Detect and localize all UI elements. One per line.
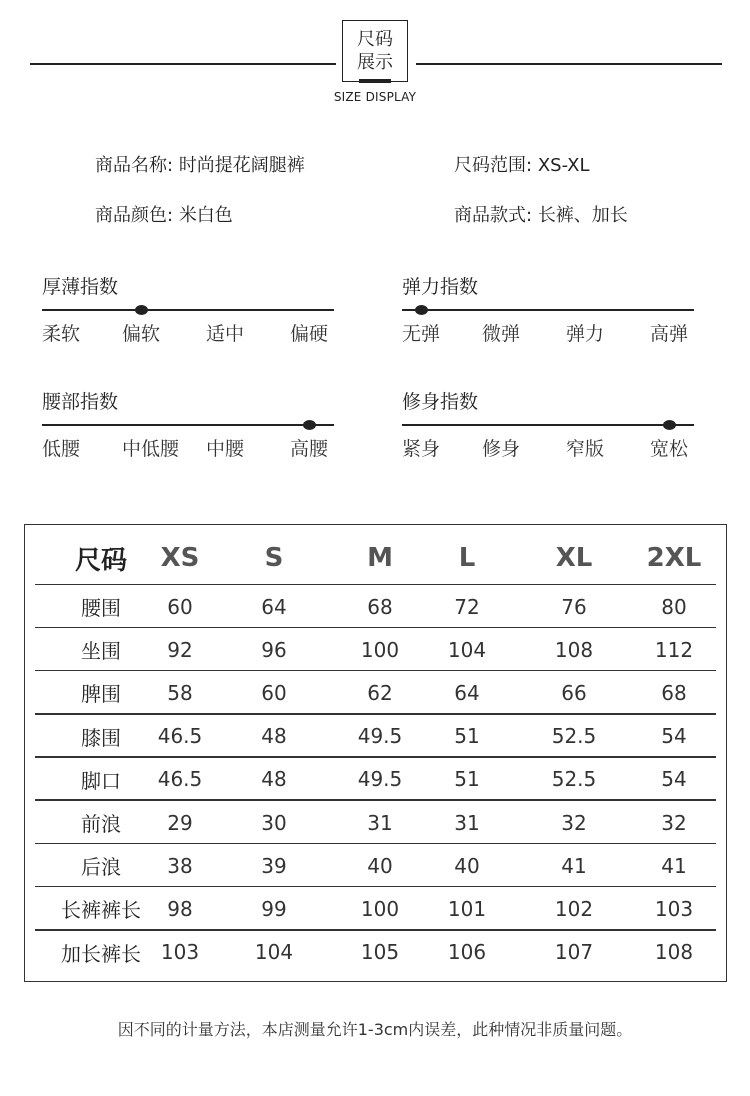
measurement-value: 38 (167, 853, 193, 878)
measurement-value: 29 (167, 810, 193, 835)
fit-index-option: 修身 (482, 438, 521, 460)
measurement-value: 96 (261, 637, 287, 662)
measurement-value: 100 (360, 896, 400, 921)
fit-index-title: 修身指数 (402, 391, 479, 413)
header-title-line2: 展示 (357, 52, 393, 73)
table-row (35, 758, 716, 801)
measurement-value: 54 (661, 767, 687, 792)
header-title-box (342, 20, 408, 82)
measurement-value: 103 (654, 896, 694, 921)
waist-index-title: 腰部指数 (42, 391, 119, 413)
elasticity-index-option: 微弹 (482, 323, 521, 345)
measurement-value: 52.5 (551, 767, 597, 792)
measurement-value: 41 (561, 853, 587, 878)
measurement-value: 102 (554, 896, 594, 921)
measurement-value: 58 (167, 680, 193, 705)
measurement-value: 60 (167, 594, 193, 619)
thickness-index-option: 偏软 (122, 323, 161, 345)
measurement-value: 48 (261, 767, 287, 792)
measurement-value: 64 (261, 594, 287, 619)
measurement-value: 48 (261, 724, 287, 749)
measurement-value: 99 (261, 896, 287, 921)
elasticity-index-marker (415, 305, 428, 315)
measurement-value: 51 (454, 724, 480, 749)
elasticity-index-scale (402, 309, 694, 311)
thickness-index-option: 偏硬 (290, 323, 329, 345)
thickness-index-option: 柔软 (42, 323, 81, 345)
fit-index-option: 窄版 (566, 438, 605, 460)
size-column-header: S (264, 543, 284, 573)
measurement-value: 46.5 (157, 724, 203, 749)
fit-index-scale (402, 424, 694, 426)
measurement-value: 62 (367, 680, 393, 705)
product-color-value: 米白色 (178, 205, 233, 226)
measurement-label: 膝围 (81, 725, 121, 750)
header-underline (359, 79, 391, 83)
measurement-value: 49.5 (357, 724, 403, 749)
measurement-value: 92 (167, 637, 193, 662)
size-column-header: L (458, 543, 476, 573)
measurement-value: 68 (367, 594, 393, 619)
waist-index-scale (42, 424, 334, 426)
product-name-value: 时尚提花阔腿裤 (178, 155, 305, 176)
measurement-value: 105 (360, 940, 400, 965)
table-row (35, 931, 716, 974)
measurement-value: 54 (661, 724, 687, 749)
size-range-value: XS-XL (537, 155, 590, 176)
elasticity-index-option: 无弹 (402, 323, 441, 345)
measurement-value: 41 (661, 853, 687, 878)
measurement-value: 46.5 (157, 767, 203, 792)
measurement-value: 31 (367, 810, 393, 835)
measurement-label: 前浪 (81, 812, 121, 837)
size-column-header: 2XL (646, 543, 702, 573)
measurement-value: 66 (561, 680, 587, 705)
measurement-value: 76 (561, 594, 587, 619)
measurement-note: 因不同的计量方法，本店测量允许1-3cm内误差，此种情况非质量问题。 (117, 1020, 633, 1039)
measurement-value: 60 (261, 680, 287, 705)
measurement-value: 52.5 (551, 724, 597, 749)
measurement-label: 长裤裤长 (61, 898, 141, 923)
table-row (35, 715, 716, 758)
product-name-label: 商品名称: (95, 155, 174, 176)
fit-index-option: 紧身 (402, 438, 441, 460)
table-row (35, 844, 716, 887)
measurement-label: 脚口 (81, 768, 121, 793)
product-style-label: 商品款式: (454, 205, 533, 226)
thickness-index-marker (135, 305, 148, 315)
measurement-value: 39 (261, 853, 287, 878)
measurement-label: 腰围 (81, 596, 121, 621)
measurement-value: 80 (661, 594, 687, 619)
elasticity-index-title: 弹力指数 (402, 276, 479, 298)
measurement-value: 64 (454, 680, 480, 705)
product-color (95, 201, 233, 227)
measurement-value: 103 (160, 940, 200, 965)
measurement-value: 104 (254, 940, 294, 965)
product-style (454, 201, 628, 227)
fit-index-marker (663, 420, 676, 430)
measurement-value: 104 (447, 637, 487, 662)
size-range-label: 尺码范围: (454, 155, 533, 176)
waist-index-marker (303, 420, 316, 430)
product-color-label: 商品颜色: (95, 205, 174, 226)
measurement-value: 49.5 (357, 767, 403, 792)
elasticity-index-option: 弹力 (566, 323, 605, 345)
waist-index-option: 中低腰 (122, 438, 180, 460)
measurement-value: 108 (654, 940, 694, 965)
header-rule-left (30, 63, 336, 65)
measurement-value: 108 (554, 637, 594, 662)
elasticity-index-option: 高弹 (650, 323, 689, 345)
measurement-value: 32 (661, 810, 687, 835)
waist-index-option: 中腰 (206, 438, 245, 460)
size-range (454, 151, 590, 177)
table-row (35, 585, 716, 628)
thickness-index-title: 厚薄指数 (42, 276, 119, 298)
header-title-line1: 尺码 (357, 29, 393, 50)
product-name (95, 151, 305, 177)
measurement-value: 100 (360, 637, 400, 662)
measurement-label: 坐围 (81, 639, 121, 664)
fit-index-option: 宽松 (650, 438, 689, 460)
table-row (35, 887, 716, 930)
measurement-value: 51 (454, 767, 480, 792)
measurement-value: 40 (367, 853, 393, 878)
size-table (24, 524, 727, 982)
measurement-label: 后浪 (81, 855, 121, 880)
size-table-header (35, 531, 716, 585)
header-subtitle: SIZE DISPLAY (333, 90, 417, 104)
table-row (35, 671, 716, 714)
size-header-label: 尺码 (74, 545, 127, 576)
header-rule-right (416, 63, 722, 65)
measurement-value: 40 (454, 853, 480, 878)
size-column-header: XS (160, 543, 200, 573)
size-column-header: M (367, 543, 393, 573)
measurement-value: 72 (454, 594, 480, 619)
table-row (35, 628, 716, 671)
measurement-value: 101 (447, 896, 487, 921)
measurement-value: 30 (261, 810, 287, 835)
size-column-header: XL (555, 543, 593, 573)
measurement-value: 98 (167, 896, 193, 921)
thickness-index-scale (42, 309, 334, 311)
measurement-value: 31 (454, 810, 480, 835)
table-row (35, 801, 716, 844)
measurement-label: 脾围 (81, 682, 121, 707)
measurement-value: 106 (447, 940, 487, 965)
measurement-label: 加长裤长 (61, 941, 141, 966)
measurement-value: 107 (554, 940, 594, 965)
product-style-value: 长裤、加长 (537, 205, 628, 226)
waist-index-option: 低腰 (42, 438, 81, 460)
waist-index-option: 高腰 (290, 438, 329, 460)
measurement-value: 112 (654, 637, 694, 662)
measurement-value: 32 (561, 810, 587, 835)
measurement-value: 68 (661, 680, 687, 705)
thickness-index-option: 适中 (206, 323, 245, 345)
